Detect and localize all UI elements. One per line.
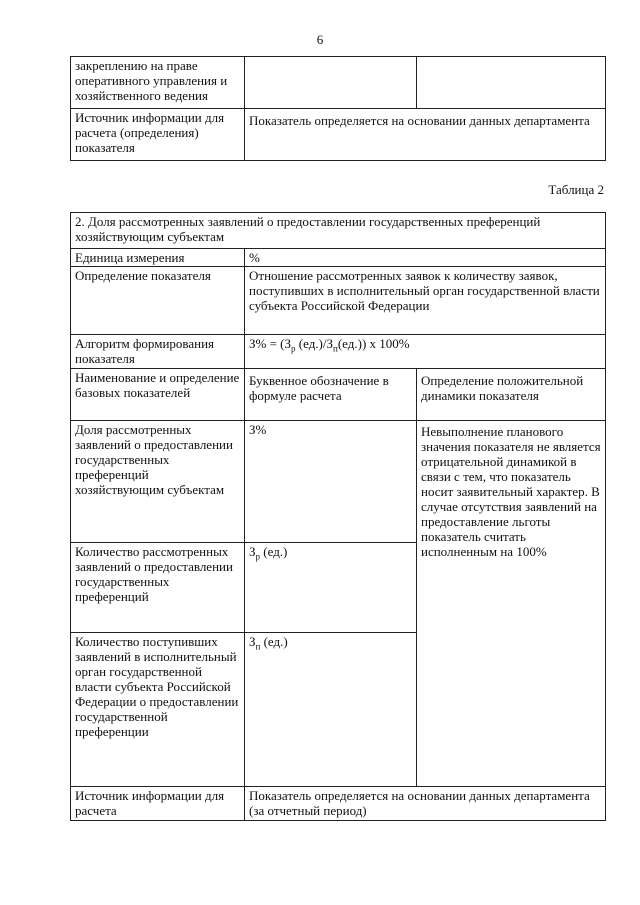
- table-cell: [71, 369, 245, 421]
- table-cell: [245, 335, 606, 369]
- table-cell: [71, 335, 245, 369]
- indicator-table: [70, 212, 606, 821]
- table-cell: [417, 369, 606, 421]
- symbol-unit: (ед.): [260, 544, 288, 559]
- table-cell: [71, 57, 245, 109]
- base-indicator-name: Количество поступивших заявлений в исполнительный орган государственной власти субъекта Российской Федерации о предоставлении государственной преференции: [75, 634, 239, 739]
- table-cell: [245, 421, 417, 543]
- table-cell: [71, 633, 245, 787]
- table-cell: [245, 543, 417, 633]
- formula-subscript: п: [333, 343, 338, 354]
- table-cell: [245, 109, 606, 161]
- base-indicator-symbol: [249, 634, 288, 652]
- table-cell: [71, 109, 245, 161]
- table-caption: Таблица 2: [548, 182, 604, 197]
- indicator-title: 2. Доля рассмотренных заявлений о предоставлении государственных преференций хозяйствующим субъектам: [75, 214, 541, 244]
- table-row: [71, 369, 606, 421]
- table-cell: [417, 57, 606, 109]
- page-number: 6: [316, 32, 324, 47]
- base-indicator-name: Доля рассмотренных заявлений о предоставлении государственных преференций хозяйствующим субъектам: [75, 422, 233, 497]
- symbol-unit: (ед.): [260, 634, 288, 649]
- table-row: [71, 267, 606, 335]
- definition-label: Определение показателя: [75, 268, 211, 283]
- formula-part: З% = (З: [249, 336, 292, 351]
- formula-subscript: р: [291, 343, 296, 354]
- source-value: Показатель определяется на основании данных департамента (за отчетный период): [249, 788, 590, 818]
- row-label: закреплению на праве оперативного управления и хозяйственного ведения: [75, 58, 228, 103]
- formula-part: (ед.)) х 100%: [337, 336, 410, 351]
- table-cell: [417, 421, 606, 787]
- table-cell: [71, 543, 245, 633]
- row-value: Показатель определяется на основании данных департамента: [249, 113, 590, 128]
- table-cell: [245, 57, 417, 109]
- unit-value: %: [249, 250, 260, 265]
- table-cell: [245, 787, 606, 821]
- table-cell: [71, 267, 245, 335]
- symbol-subscript: р: [255, 551, 261, 562]
- table-cell: [71, 213, 606, 249]
- table-row: [71, 57, 606, 109]
- definition-value: Отношение рассмотренных заявок к количеству заявок, поступивших в исполнительный орган государственной власти субъекта Российской Федерации: [249, 268, 600, 313]
- table-cell: [245, 369, 417, 421]
- column-header: Определение положительной динамики показателя: [421, 373, 584, 403]
- symbol-base: З: [249, 544, 256, 559]
- positive-dynamics-text: Невыполнение планового значения показателя не является отрицательной динамикой в связи с тем, что показатель носит заявительный характер. В случае отсутствия заявлений на предоставление льготы показатель считать исполненным на 100%: [421, 424, 601, 559]
- base-indicator-name: Количество рассмотренных заявлений о предоставлении государственных преференций: [75, 544, 233, 604]
- table-cell: [71, 421, 245, 543]
- symbol-base: З: [249, 634, 256, 649]
- table-row: [71, 787, 606, 821]
- table-cell: [245, 267, 606, 335]
- table-1-continuation: [70, 56, 606, 161]
- source-label: Источник информации для расчета: [75, 788, 225, 818]
- symbol-subscript: п: [255, 641, 261, 652]
- table-row: [71, 421, 606, 543]
- table-cell: [245, 249, 606, 267]
- column-header: Буквенное обозначение в формуле расчета: [249, 373, 389, 403]
- formula-part: (ед.)/З: [295, 336, 334, 351]
- base-indicator-symbol: [249, 544, 288, 562]
- row-label: Источник информации для расчета (определения) показателя: [75, 110, 225, 155]
- table-row: [71, 213, 606, 249]
- table-cell: [245, 633, 417, 787]
- unit-label: Единица измерения: [75, 250, 185, 265]
- algorithm-label: Алгоритм формирования показателя: [75, 336, 215, 366]
- table-row: [71, 335, 606, 369]
- table-cell: [71, 787, 245, 821]
- formula: [249, 336, 410, 354]
- table-cell: [71, 249, 245, 267]
- base-indicator-symbol: З%: [249, 422, 267, 437]
- table-row: [71, 109, 606, 161]
- column-header: Наименование и определение базовых показателей: [75, 370, 240, 400]
- table-row: [71, 249, 606, 267]
